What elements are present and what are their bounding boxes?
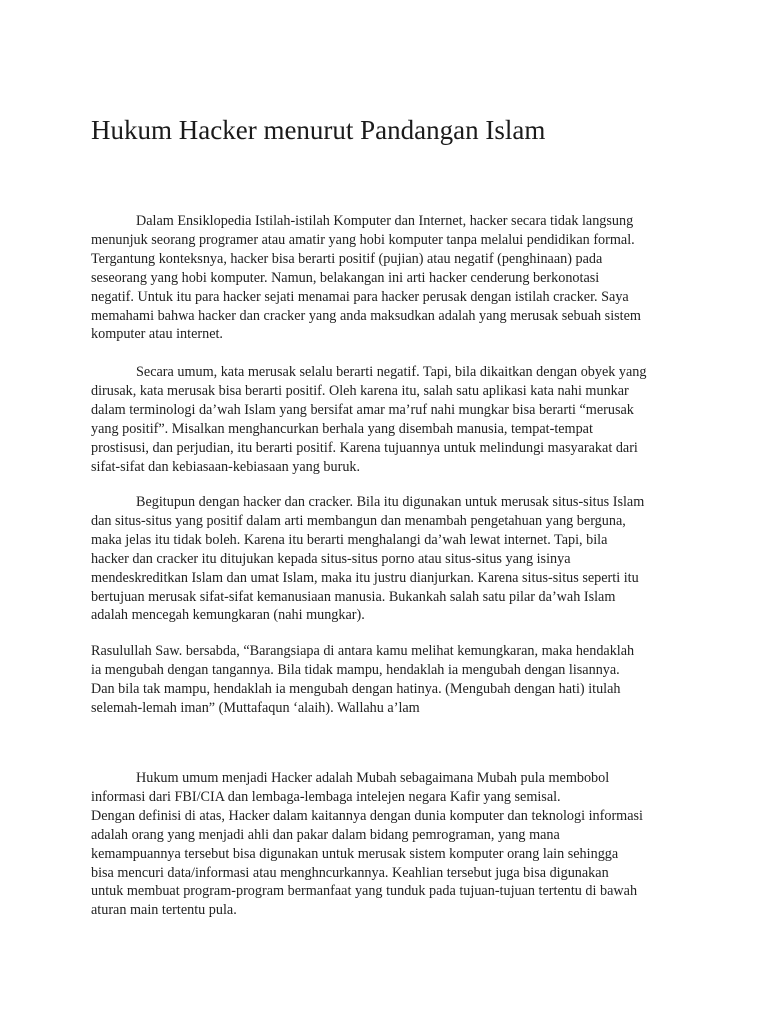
text-line: ia mengubah dengan tangannya. Bila tidak mampu, hendaklah ia mengubah dengan lisannya. — [91, 661, 620, 678]
text-line: Tergantung konteksnya, hacker bisa berarti positif (pujian) atau negatif (penghinaan) pada — [91, 250, 603, 267]
text-line: hacker dan cracker itu ditujukan kepada situs-situs porno atau situs-situs yang isinya — [91, 550, 571, 567]
text-line: bertujuan merusak sifat-sifat kemanusiaan manusia. Bukankah salah satu pilar da’wah Islam — [91, 588, 616, 605]
text-line: adalah orang yang menjadi ahli dan pakar dalam bidang pemrograman, yang mana — [91, 826, 560, 843]
text-line: menunjuk seorang programer atau amatir yang hobi komputer tanpa melalui pendidikan formal. — [91, 231, 635, 248]
text-line: dan situs-situs yang positif dalam arti membangun dan menambah pengetahuan yang berguna, — [91, 512, 626, 529]
paragraph-2 — [91, 363, 691, 476]
text-line: Begitupun dengan hacker dan cracker. Bila itu digunakan untuk merusak situs-situs Islam — [136, 494, 645, 510]
page-title: Hukum Hacker menurut Pandangan Islam — [91, 115, 546, 145]
text-line: prostisusi, dan perjudian, itu berarti positif. Karena tujuannya untuk melindungi masyarakat dari — [91, 439, 638, 456]
text-line: untuk membuat program-program bermanfaat yang tunduk pada tujuan-tujuan tertentu di bawah — [91, 883, 638, 900]
text-line: dalam terminologi da’wah Islam yang bersifat amar ma’ruf nahi mungkar bisa berarti “merusak — [91, 401, 634, 418]
text-line: komputer atau internet. — [91, 326, 223, 343]
text-line: sifat-sifat dan kebiasaan-kebiasaan yang buruk. — [91, 458, 361, 475]
text-line: aturan main tertentu pula. — [91, 902, 237, 919]
text-line: Rasulullah Saw. bersabda, “Barangsiapa di antara kamu melihat kemungkaran, maka hendaklah — [91, 643, 635, 659]
text-line: kemampuannya tersebut bisa digunakan untuk merusak sistem komputer orang lain sehingga — [91, 845, 619, 862]
text-line: memahami bahwa hacker dan cracker yang anda maksudkan adalah yang merusak sebuah sistem — [91, 307, 641, 324]
text-line: dirusak, kata merusak bisa berarti positif. Oleh karena itu, salah satu aplikasi kata nahi munkar — [91, 382, 629, 399]
text-line: informasi dari FBI/CIA dan lembaga-lembaga intelejen negara Kafir yang semisal. — [91, 788, 561, 805]
paragraph-4 — [91, 642, 691, 718]
text-line: negatif. Untuk itu para hacker sejati menamai para hacker perusak dengan istilah cracker. Saya — [91, 288, 629, 305]
paragraph-1 — [91, 212, 691, 344]
text-line: adalah mencegah kemungkaran (nahi mungkar). — [91, 607, 365, 624]
text-line: yang positif”. Misalkan menghancurkan berhala yang disembah manusia, tempat-tempat — [91, 420, 593, 437]
text-line: maka jelas itu tidak boleh. Karena itu berarti menghalangi da’wah lewat internet. Tapi, bila — [91, 531, 608, 548]
text-line: Dalam Ensiklopedia Istilah-istilah Komputer dan Internet, hacker secara tidak langsung — [136, 213, 634, 229]
text-line: selemah-lemah iman” (Muttafaqun ‘alaih). Wallahu a’lam — [91, 699, 420, 716]
paragraph-3 — [91, 493, 691, 625]
text-line: Hukum umum menjadi Hacker adalah Mubah sebagaimana Mubah pula membobol — [136, 770, 610, 786]
text-line: seseorang yang hobi komputer. Namun, belakangan ini arti hacker cenderung berkonotasi — [91, 269, 600, 286]
text-line: Dan bila tak mampu, hendaklah ia mengubah dengan hatinya. (Mengubah dengan hati) itulah — [91, 680, 621, 697]
text-line: Secara umum, kata merusak selalu berarti negatif. Tapi, bila dikaitkan dengan obyek yang — [136, 364, 647, 380]
paragraph-5 — [91, 769, 691, 920]
text-line: mendeskreditkan Islam dan umat Islam, maka itu justru dianjurkan. Karena situs-situs seperti itu — [91, 569, 639, 586]
text-line: Dengan definisi di atas, Hacker dalam kaitannya dengan dunia komputer dan teknologi informasi — [91, 807, 643, 824]
text-line: bisa mencuri data/informasi atau menghncurkannya. Keahlian tersebut juga bisa digunakan — [91, 864, 609, 881]
